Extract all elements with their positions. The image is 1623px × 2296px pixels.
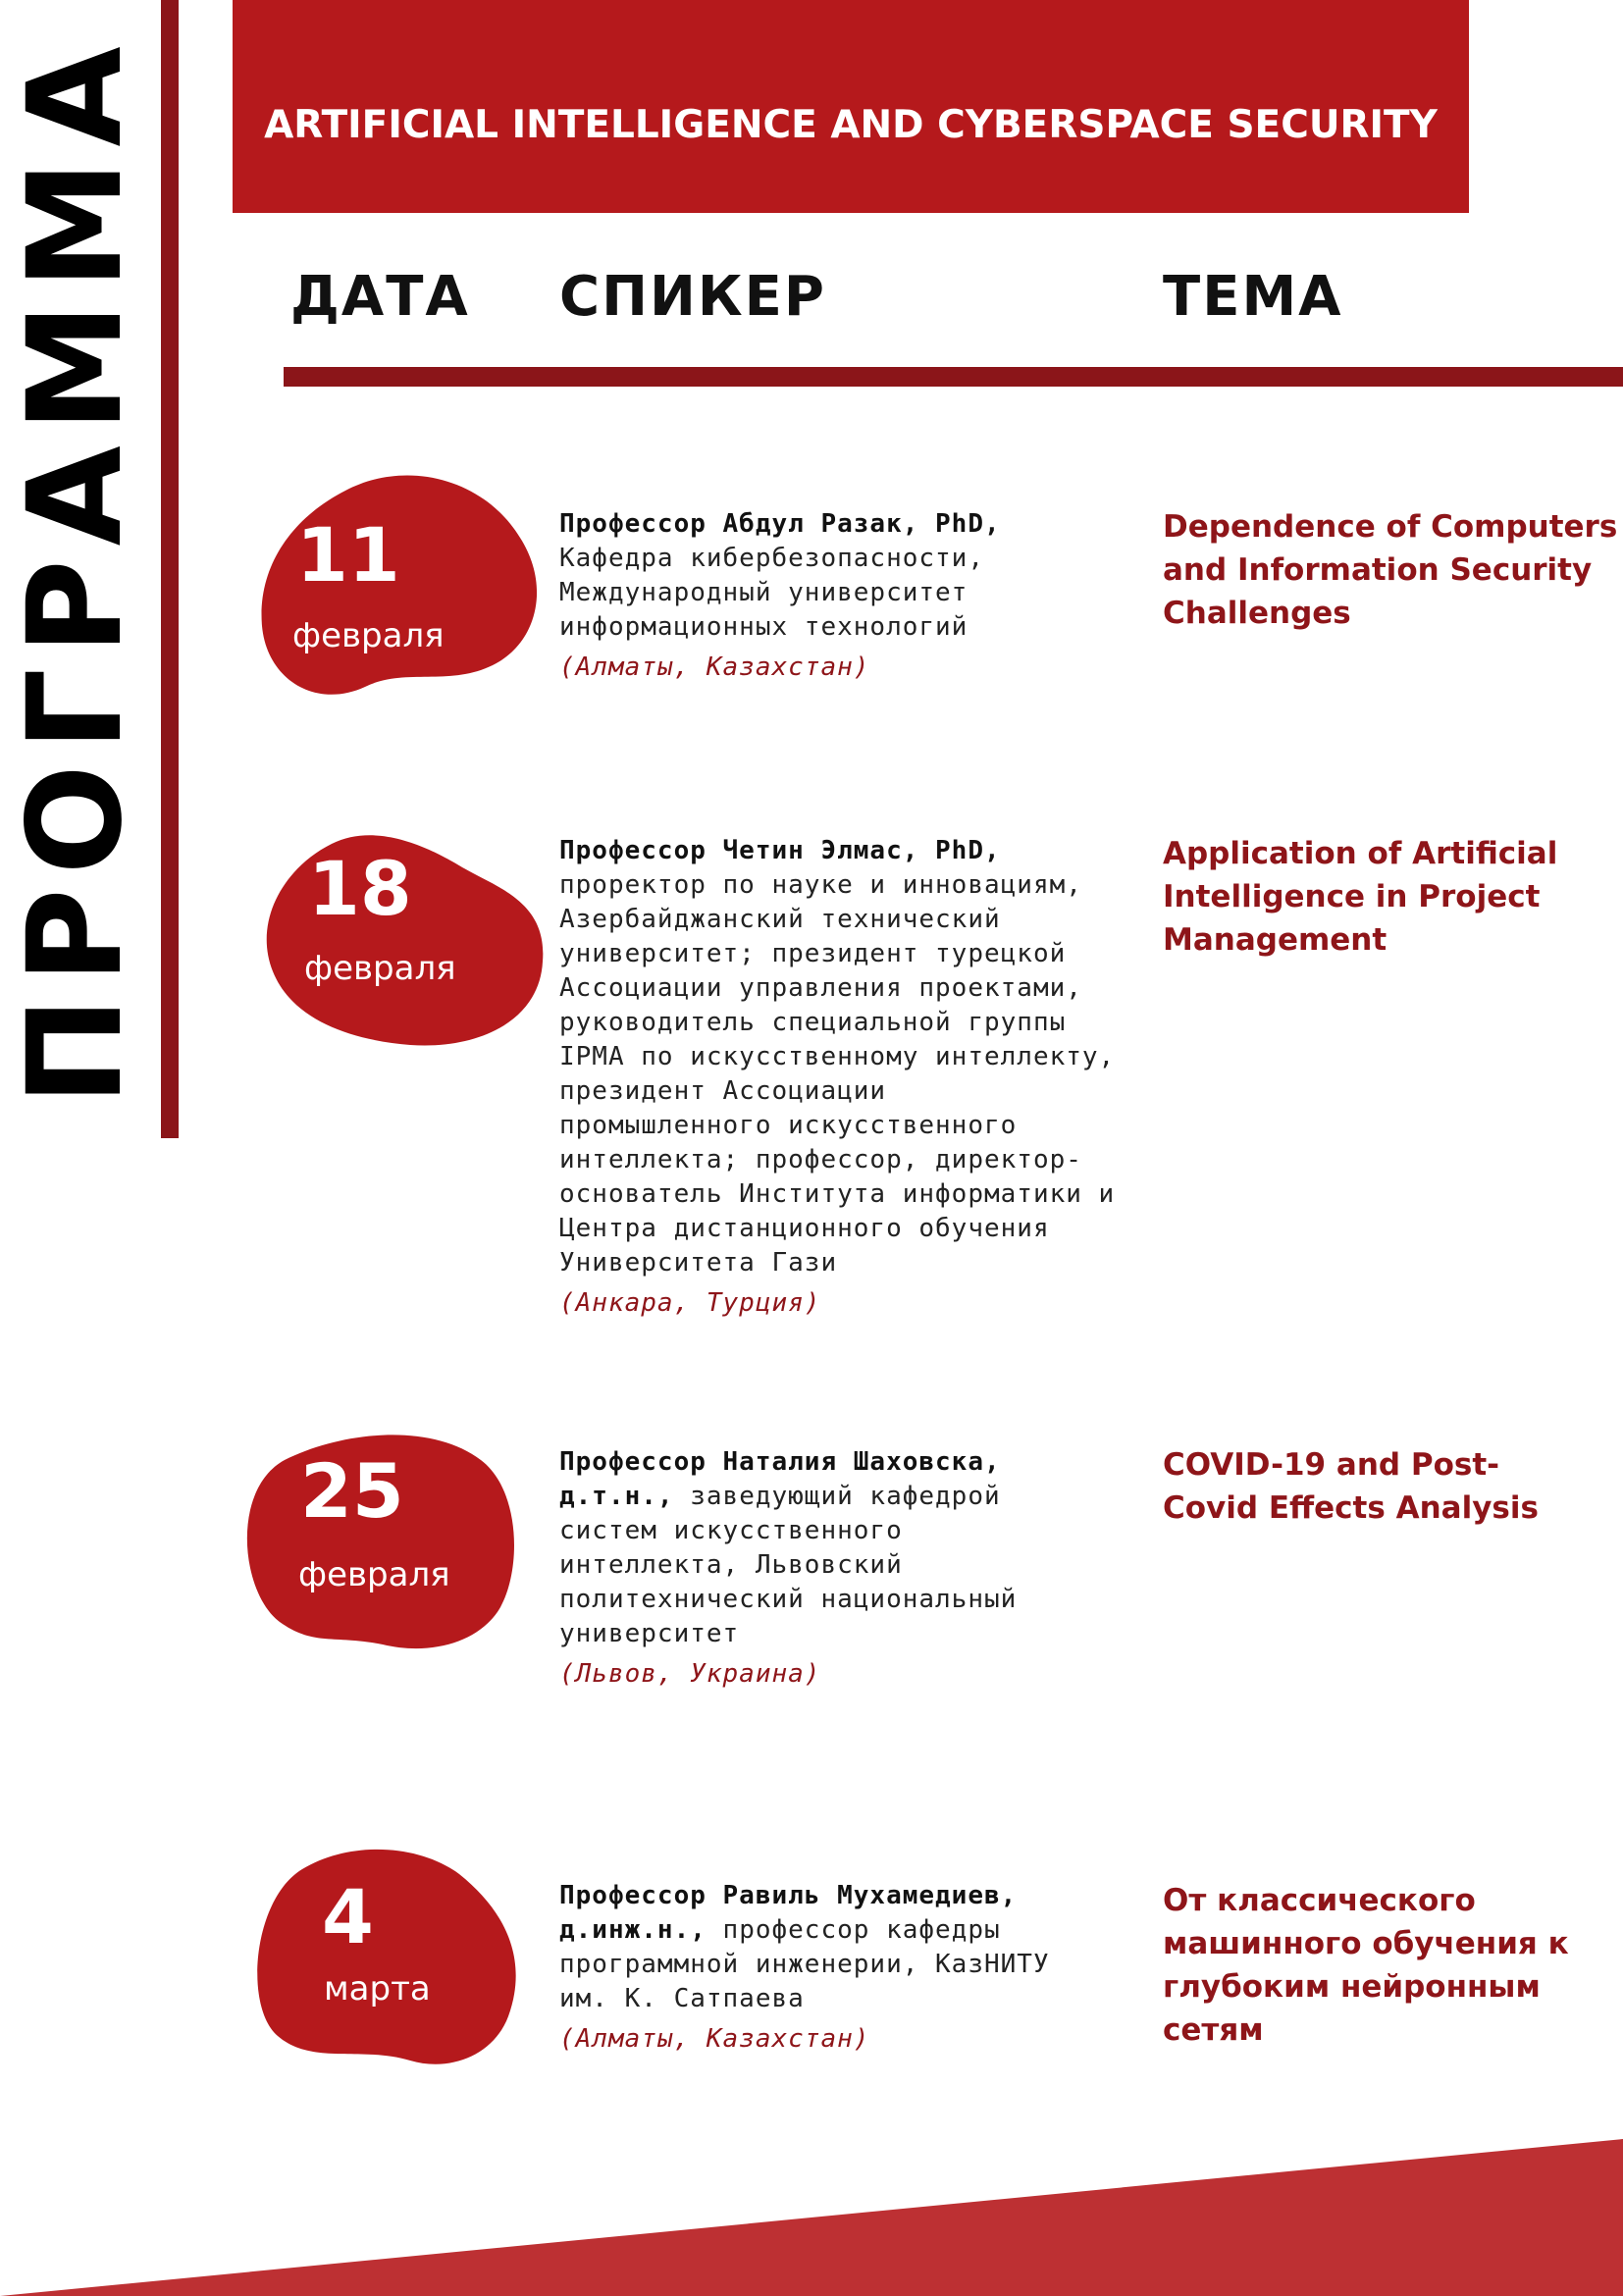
topic-line: глубоким нейронным <box>1163 1969 1541 2005</box>
topic-line: От классического <box>1163 1883 1476 1918</box>
side-title <box>0 20 151 1119</box>
speaker-line: университет <box>559 1619 740 1648</box>
topic-line: Challenges <box>1163 596 1351 631</box>
date-badge <box>243 1845 538 2080</box>
speaker-info <box>559 834 1148 1321</box>
session-topic <box>1163 1879 1614 2052</box>
date-month: марта <box>324 1969 431 2009</box>
blob-shape <box>243 1845 538 2080</box>
column-heading-topic: ТЕМА <box>1163 265 1343 329</box>
speaker-name: Профессор Равиль Мухамедиев, <box>559 1881 1018 1910</box>
speaker-line: руководитель специальной группы <box>559 1008 1067 1037</box>
speaker-location: (Львов, Украина) <box>559 1659 821 1689</box>
session-topic <box>1163 832 1614 962</box>
speaker-line: промышленного искусственного <box>559 1111 1018 1140</box>
session-topic <box>1163 505 1618 635</box>
column-heading-date: ДАТА <box>290 265 470 329</box>
header-divider <box>284 367 1623 387</box>
session-topic <box>1163 1443 1614 1530</box>
topic-line: Dependence of Computers <box>1163 509 1618 545</box>
speaker-location: (Анкара, Турция) <box>559 1288 821 1318</box>
speaker-name: Профессор Наталия Шаховска, <box>559 1447 1001 1477</box>
speaker-line: основатель Института информатики и <box>559 1179 1116 1209</box>
topic-line: сетям <box>1163 2012 1264 2048</box>
date-day: 11 <box>296 511 400 599</box>
speaker-line: университет; президент турецкой <box>559 939 1067 968</box>
speaker-line: Ассоциации управления проектами, <box>559 973 1082 1003</box>
date-day: 25 <box>300 1447 404 1535</box>
speaker-line: систем искусственного <box>559 1516 903 1545</box>
speaker-name: Профессор Абдул Разак, PhD, <box>559 509 1001 539</box>
speaker-line: проректор по науке и инновациям, <box>559 870 1082 900</box>
speaker-line: Азербайджанский технический <box>559 905 1001 934</box>
speaker-line: информационных технологий <box>559 612 969 642</box>
speaker-position: профессор кафедры <box>706 1915 1001 1945</box>
topic-line: Intelligence in Project <box>1163 879 1541 914</box>
speaker-line <box>559 1480 1148 1514</box>
topic-line: Application of Artificial <box>1163 836 1558 871</box>
speaker-line: им. К. Сатпаева <box>559 1984 805 2013</box>
vertical-divider <box>161 0 179 1138</box>
speaker-line: Центра дистанционного обучения <box>559 1214 1050 1243</box>
speaker-degree: д.инж.н., <box>559 1915 707 1945</box>
speaker-location: (Алматы, Казахстан) <box>559 652 870 682</box>
speaker-info <box>559 1445 1148 1692</box>
topic-line: машинного обучения к <box>1163 1926 1569 1961</box>
date-month: февраля <box>304 949 456 988</box>
speaker-line <box>559 1913 1148 1948</box>
speaker-line: интеллекта; профессор, директор- <box>559 1145 1082 1174</box>
date-day: 4 <box>322 1873 374 1960</box>
date-badge <box>236 1431 530 1666</box>
speaker-degree: д.т.н., <box>559 1482 674 1511</box>
date-badge <box>263 824 557 1060</box>
speaker-line: политехнический национальный <box>559 1585 1018 1614</box>
date-month: февраля <box>292 616 445 655</box>
topic-line: and Information Security <box>1163 552 1593 588</box>
speaker-line: Университета Гази <box>559 1248 838 1278</box>
speaker-location: (Алматы, Казахстан) <box>559 2024 870 2054</box>
footer-band <box>0 2139 1623 2296</box>
speaker-line: IPMA по искусственному интеллекту, <box>559 1042 1116 1071</box>
speaker-line: президент Ассоциации <box>559 1076 887 1106</box>
banner-title: ARTIFICIAL INTELLIGENCE AND CYBERSPACE SECURITY <box>264 103 1438 147</box>
topic-line: Management <box>1163 922 1387 958</box>
date-badge <box>257 469 551 704</box>
speaker-position: заведующий кафедрой <box>673 1482 1001 1511</box>
column-heading-speaker: СПИКЕР <box>559 265 826 329</box>
topic-line: Covid Effects Analysis <box>1163 1490 1539 1526</box>
date-month: февраля <box>298 1555 450 1594</box>
speaker-line: программной инженерии, КазНИТУ <box>559 1950 1050 1979</box>
speaker-info <box>559 1879 1148 2057</box>
speaker-info <box>559 507 1148 685</box>
speaker-line: Кафедра кибербезопасности, <box>559 544 984 573</box>
speaker-line: Международный университет <box>559 578 969 607</box>
speaker-name: Профессор Четин Элмас, PhD, <box>559 836 1001 865</box>
topic-line: COVID-19 and Post- <box>1163 1447 1500 1483</box>
header-banner <box>233 0 1469 213</box>
side-title-text: ПРОГРАММА <box>0 32 151 1106</box>
date-day: 18 <box>308 845 412 932</box>
speaker-line: интеллекта, Львовский <box>559 1550 903 1580</box>
